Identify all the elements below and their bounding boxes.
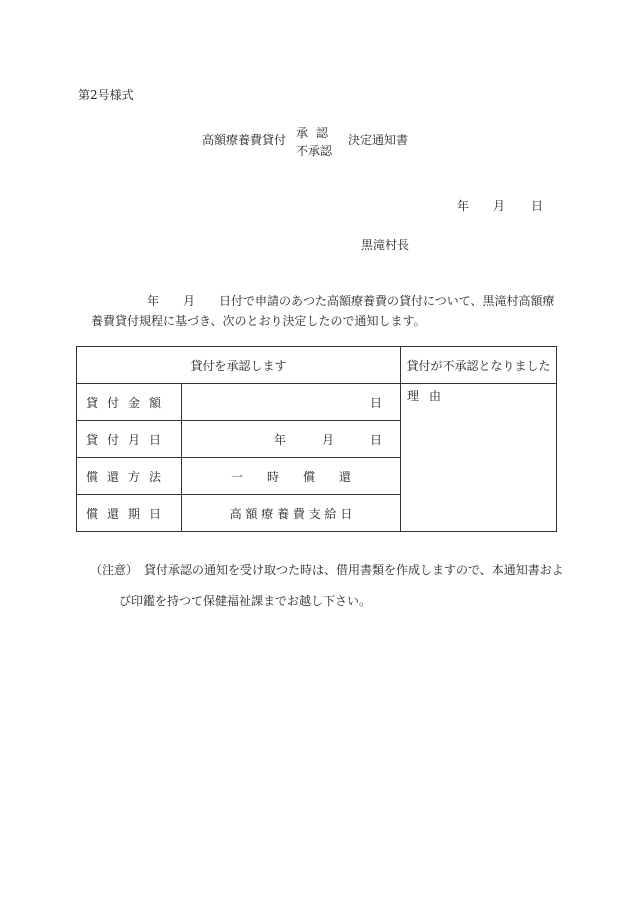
- title-prefix: 高額療養費貸付: [202, 133, 287, 147]
- row-label-due: 償還期日: [77, 495, 182, 532]
- date-year: 年: [457, 199, 470, 213]
- title-reject: 不承認: [296, 144, 333, 158]
- date-line: [457, 197, 543, 214]
- note-line-1: （注意） 貸付承認の通知を受け取つた時は、借用書類を作成しますので、本通知書およ: [90, 563, 564, 577]
- row-value-method: 一 時 償 還: [182, 458, 401, 495]
- date-month: 月: [493, 199, 506, 213]
- rejected-header: 貸付が不承認となりました: [401, 347, 557, 384]
- body-line-1: 年 月 日付で申請のあつた高額療養費の貸付について、黒滝村高額療: [147, 294, 555, 308]
- row-label-amount: 貸付金額: [77, 384, 182, 421]
- body-line-2: 養費貸付規程に基づき、次のとおり決定したので通知します。: [91, 314, 426, 328]
- row-value-due: 高 額 療 養 費 支 給 日: [182, 495, 401, 532]
- note-line-2: び印鑑を持つて保健福祉課までお越し下さい。: [119, 594, 372, 608]
- title-suffix: 決定通知書: [348, 133, 409, 147]
- approved-header: 貸付を承認します: [77, 347, 401, 384]
- title-approve: 承認: [296, 126, 337, 140]
- issuer: 黒滝村長: [361, 238, 410, 252]
- row-value-amount: 日: [182, 384, 401, 421]
- reason-cell: 理由: [401, 384, 557, 532]
- row-label-method: 償還方法: [77, 458, 182, 495]
- date-day: 日: [531, 199, 544, 213]
- form-number: 第2号様式: [78, 88, 134, 102]
- row-label-date: 貸付月日: [77, 421, 182, 458]
- decision-table: [76, 346, 557, 532]
- row-value-date: 年 月 日: [182, 421, 401, 458]
